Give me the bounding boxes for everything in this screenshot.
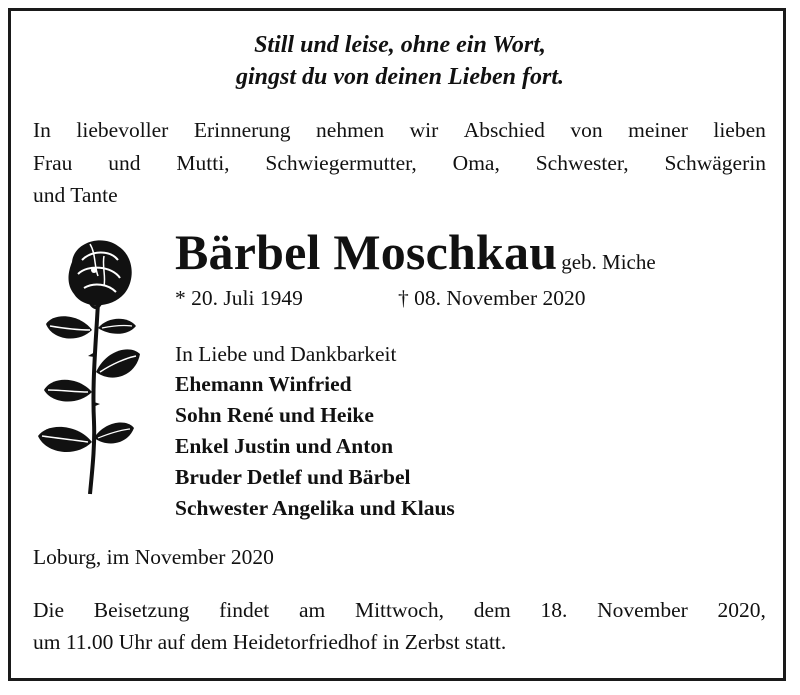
word: findet bbox=[219, 598, 270, 622]
word: von bbox=[570, 118, 603, 142]
word: und bbox=[108, 151, 141, 175]
word: nehmen bbox=[316, 118, 385, 142]
word: 18. bbox=[540, 598, 568, 622]
word: In bbox=[33, 118, 51, 142]
funeral-line-1 bbox=[33, 598, 766, 623]
word: meiner bbox=[628, 118, 688, 142]
deceased-name-line bbox=[175, 222, 656, 295]
mourner-name: Sohn René und Heike bbox=[175, 403, 374, 427]
word: dem bbox=[473, 598, 511, 622]
intro-line-2 bbox=[33, 151, 766, 176]
birth-date: * 20. Juli 1949 bbox=[175, 286, 303, 310]
mourner-name: Bruder Detlef und Bärbel bbox=[175, 465, 411, 489]
word: Mittwoch, bbox=[354, 598, 444, 622]
mourner-name: Ehemann Winfried bbox=[175, 372, 352, 396]
intro-line-1 bbox=[33, 118, 766, 143]
word: lieben bbox=[713, 118, 766, 142]
mourner-name: Schwester Angelika und Klaus bbox=[175, 496, 455, 520]
rose-icon bbox=[32, 232, 142, 507]
word: liebevoller bbox=[76, 118, 169, 142]
word: November bbox=[597, 598, 688, 622]
deceased-name: Bärbel Moschkau bbox=[175, 224, 558, 280]
funeral-line-2: um 11.00 Uhr auf dem Heidetorfriedhof in Zerbst statt. bbox=[33, 630, 507, 654]
death-date: † 08. November 2020 bbox=[398, 286, 586, 310]
word: Abschied bbox=[463, 118, 545, 142]
mourners-intro: In Liebe und Dankbarkeit bbox=[175, 342, 397, 366]
word: Schwägerin bbox=[664, 151, 766, 175]
intro-line-3: und Tante bbox=[33, 183, 118, 207]
motto-line-2: gingst du von deinen Lieben fort. bbox=[235, 64, 565, 90]
word: Frau bbox=[33, 151, 73, 175]
word: Die bbox=[33, 598, 65, 622]
maiden-name: geb. Miche bbox=[561, 250, 656, 274]
word: 2020, bbox=[717, 598, 766, 622]
word: Schwester, bbox=[535, 151, 629, 175]
word: Erinnerung bbox=[193, 118, 291, 142]
word: Mutti, bbox=[176, 151, 230, 175]
word: Beisetzung bbox=[93, 598, 190, 622]
word: Schwiegermutter, bbox=[265, 151, 417, 175]
word: am bbox=[298, 598, 326, 622]
word: wir bbox=[409, 118, 439, 142]
mourner-name: Enkel Justin und Anton bbox=[175, 434, 394, 458]
place-and-date: Loburg, im November 2020 bbox=[33, 545, 274, 569]
word: Oma, bbox=[452, 151, 500, 175]
motto-line-1: Still und leise, ohne ein Wort, bbox=[254, 32, 546, 58]
